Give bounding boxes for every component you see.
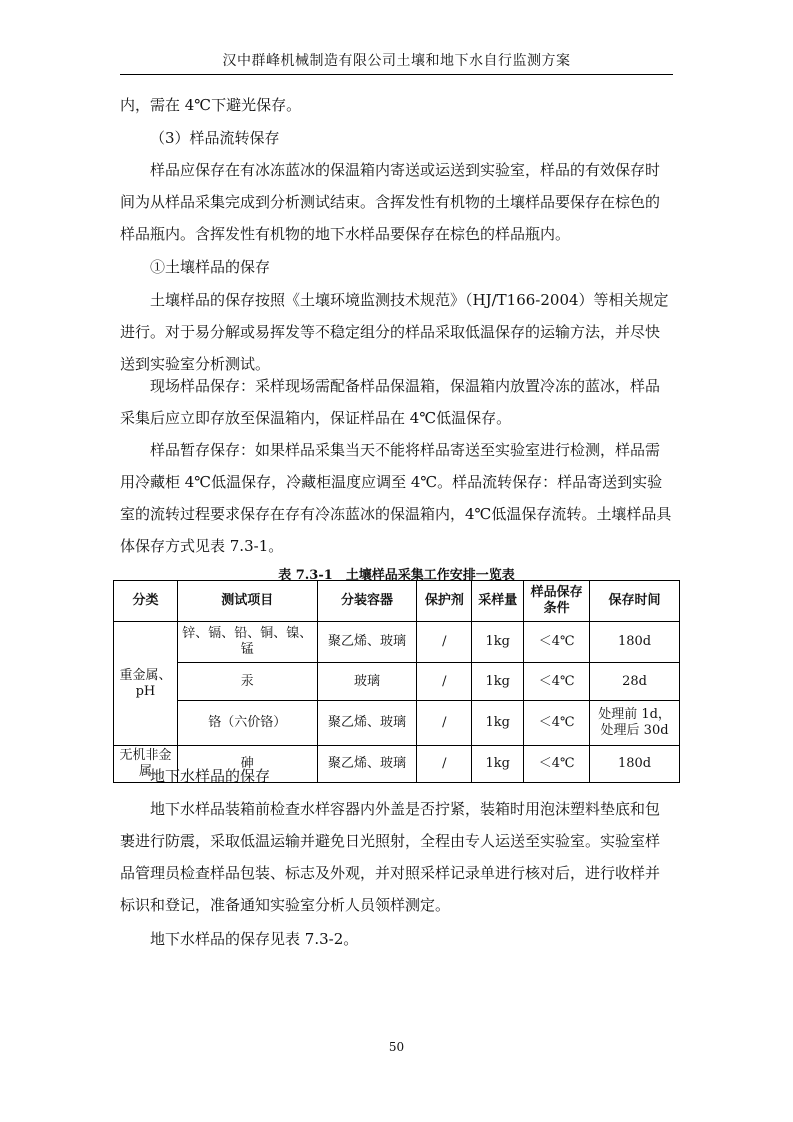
table-cell: ＜4℃ [524,701,590,746]
table-cell: 28d [590,663,680,701]
paragraph-10: 地下水样品的保存见表 7.3-2。 [150,930,359,948]
paragraph-1: 内，需在 4℃下避光保存。 [120,96,302,114]
table-cell: 聚乙烯、玻璃 [317,622,417,663]
table-group-cell: 重金属、pH [114,622,178,746]
table-cell: 聚乙烯、玻璃 [317,701,417,746]
table-header-cell: 保护剂 [417,581,472,622]
page-number: 50 [388,1040,405,1054]
table-header-cell: 采样量 [472,581,524,622]
table-header-cell: 分装容器 [317,581,417,622]
table-header-row [114,581,680,622]
table-cell: 处理前 1d，处理后 30d [590,701,680,746]
table-cell: 180d [590,746,680,783]
table-header-cell: 分类 [114,581,178,622]
table-cell: ＜4℃ [524,663,590,701]
table-header-cell: 测试项目 [177,581,317,622]
table-cell: 聚乙烯、玻璃 [317,746,417,783]
table-header-cell: 保存时间 [590,581,680,622]
table-cell: 180d [590,622,680,663]
table-cell: 锌、镉、铅、铜、镍、锰 [177,622,317,663]
paragraph-6: 现场样品保存：采样现场需配备样品保温箱，保温箱内放置冷冻的蓝冰，样品采集后应立即存放至保温箱内，保证样品在 4℃低温保存。 [120,377,661,427]
table-group-cell: 无机非金属 [114,746,178,783]
paragraph-9: 地下水样品装箱前检查水样容器内外盖是否拧紧，装箱时用泡沫塑料垫底和包裹进行防震，采取低温运输并避免日光照射，全程由专人运送至实验室。实验室样品管理员检查样品包装、标志及外观，并对照采样记录单进行核对后，进行收样并标识和登记，准备通知实验室分析人员领样测定。 [120,800,661,914]
table-cell: / [417,746,472,783]
table-cell: / [417,701,472,746]
soil-sample-table [113,580,680,783]
table-cell: ＜4℃ [524,746,590,783]
table-cell: 1kg [472,746,524,783]
table-cell: / [417,622,472,663]
table-cell: 铬（六价铬） [177,701,317,746]
subheading-groundwater: 地下水样品的保存 [150,767,271,785]
paragraph-3: 样品应保存在有冰冻蓝冰的保温箱内寄送或运送到实验室，样品的有效保存时间为从样品采集完成到分析测试结束。含挥发性有机物的土壤样品要保存在棕色的样品瓶内。含挥发性有机物的地下水样品要保存在棕色的样品瓶内。 [120,161,661,243]
section-heading-3: （3）样品流转保存 [150,129,280,147]
table-row [114,701,680,746]
table-row [114,622,680,663]
table-cell: 1kg [472,663,524,701]
table-cell: 汞 [177,663,317,701]
table-cell: 1kg [472,622,524,663]
table-header-cell: 样品保存条件 [524,581,590,622]
paragraph-7: 样品暂存保存：如果样品采集当天不能将样品寄送至实验室进行检测，样品需用冷藏柜 4℃低温保存，冷藏柜温度应调至 4℃。样品流转保存：样品寄送到实验室的流转过程要求保存在存有冷冻蓝冰的保温箱内，4℃低温保存流转。土壤样品具体保存方式见表 7.3-1。 [120,441,672,555]
table-cell: ＜4℃ [524,622,590,663]
table-caption: 表 7.3-1 土壤样品采集工作安排一览表 [278,568,515,583]
header-rule [120,74,673,75]
running-header: 汉中群峰机械制造有限公司土壤和地下水自行监测方案 [222,53,571,69]
table-row [114,663,680,701]
paragraph-5: 土壤样品的保存按照《土壤环境监测技术规范》（HJ/T166-2004）等相关规定进行。对于易分解或易挥发等不稳定组分的样品采取低温保存的运输方法，并尽快送到实验室分析测试。 [120,291,669,373]
subheading-soil: ①土壤样品的保存 [150,258,271,276]
table-cell: / [417,663,472,701]
table-cell: 玻璃 [317,663,417,701]
table-cell: 1kg [472,701,524,746]
table-cell: 砷 [177,746,317,783]
